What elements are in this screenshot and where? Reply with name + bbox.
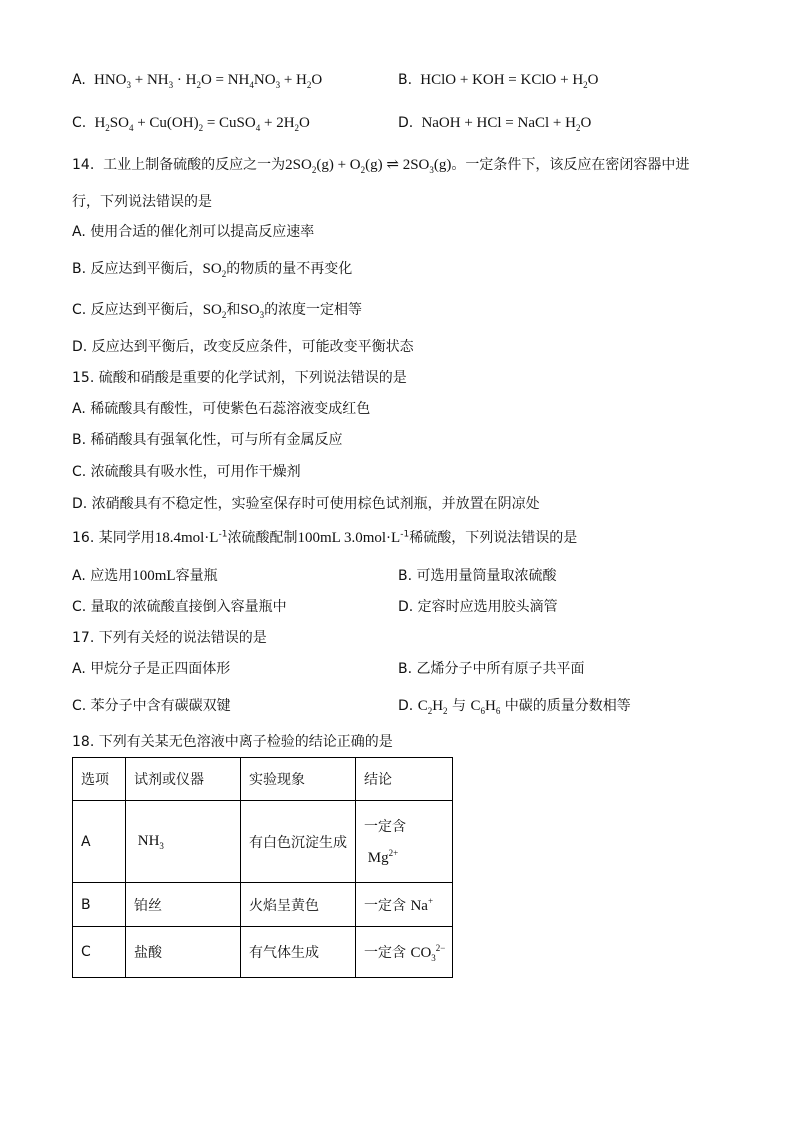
equation-d: NaOH + HCl = NaCl + $H_2O$ [417,115,592,133]
q15-stem: 15. 硫酸和硝酸是重要的化学试剂，下列说法错误的是 [72,370,407,386]
q16-stem: 16. 某同学用$18.4mol\cdot L^{-1}$浓硫酸配制100mL $3.0mol\cdot L^{-1}$稀硫酸，下列说法错误的是 [72,529,578,546]
table-row: A $NH_3$ 有白色沉淀生成 一定含 $Mg^{2+}$ [73,801,453,883]
equation-b: HClO + KOH = KClO + $H_2O$ [416,72,599,90]
header-option: 选项 [73,758,126,801]
q14-option-b: B. 反应达到平衡后，$SO_2$的物质的量不再变化 [72,261,353,279]
q14-stem-line2: 行，下列说法错误的是 [72,194,212,210]
q13-option-b: B. HClO + KOH = KClO + $H_2O$ [398,72,599,90]
q15-option-b: B. 稀硝酸具有强氧化性，可与所有金属反应 [72,432,343,448]
ion-mg: $Mg^{2+}$ [364,848,399,866]
header-conclusion: 结论 [356,758,453,801]
equation-c: $H_2SO_4 + Cu(OH)_2$ = CuSO$_4$ + $2H_2O$ [90,115,310,133]
reagent-nh3: $NH_3$ [134,833,164,851]
q17-option-b: B. 乙烯分子中所有原子共平面 [398,661,585,677]
q14-equation: $2SO_2(g) + O_2(g)$ ⇌ $2SO_3(g)$ [285,157,452,175]
q17-stem: 17. 下列有关烃的说法错误的是 [72,630,267,646]
q15-option-a: A. 稀硫酸具有酸性，可使紫色石蕊溶液变成红色 [72,401,371,417]
q17-option-c: C. 苯分子中含有碳碳双键 [72,698,231,714]
ion-co3: $CO_3^{2-}$ [410,943,446,963]
q13-option-a: A. $HNO_3 + NH_3 \cdot H_2O = NH_4NO_3 + H_2O$ [72,72,323,90]
q13-option-c: C. $H_2SO_4 + Cu(OH)_2$ = CuSO$_4$ + $2H_2O$ [72,115,310,133]
q13-option-d: D. NaOH + HCl = NaCl + $H_2O$ [398,115,592,133]
q18-stem: 18. 下列有关某无色溶液中离子检验的结论正确的是 [72,734,393,750]
q16-option-b: B. 可选用量筒量取浓硫酸 [398,568,557,584]
q14-option-a: A. 使用合适的催化剂可以提高反应速率 [72,224,315,240]
q14-option-d: D. 反应达到平衡后，改变反应条件，可能改变平衡状态 [72,339,414,355]
q17-option-d: D. $C_2H_2$ 与 $C_6H_6$ 中碳的质量分数相等 [398,698,631,716]
q14-stem: 14. 工业上制备硫酸的反应之一为$2SO_2(g) + O_2(g)$ ⇌ $2SO_3(g)$。一定条件下，该反应在密闭容器中进 [72,157,690,175]
q15-option-c: C. 浓硫酸具有吸水性，可用作干燥剂 [72,464,301,480]
table-row: C 盐酸 有气体生成 一定含 $CO_3^{2-}$ [73,927,453,978]
table-row: B 铂丝 火焰呈黄色 一定含 Na+ [73,883,453,927]
header-reagent: 试剂或仪器 [126,758,241,801]
header-phenomenon: 实验现象 [241,758,356,801]
q16-option-c: C. 量取的浓硫酸直接倒入容量瓶中 [72,599,287,615]
equation-a: $HNO_3 + NH_3 \cdot H_2O = NH_4NO_3 + H_2O$ [90,72,323,90]
q16-option-a: A. 应选用100mL容量瓶 [72,568,218,584]
q17-option-a: A. 甲烷分子是正四面体形 [72,661,231,677]
q18-table [72,757,453,978]
q16-option-d: D. 定容时应选用胶头滴管 [398,599,558,615]
table-header-row [73,758,453,801]
q14-option-c: C. 反应达到平衡后，$SO_2$和$SO_3$的浓度一定相等 [72,302,363,320]
q15-option-d: D. 浓硝酸具有不稳定性，实验室保存时可使用棕色试剂瓶，并放置在阴凉处 [72,496,540,512]
ion-na: Na+ [410,895,434,914]
